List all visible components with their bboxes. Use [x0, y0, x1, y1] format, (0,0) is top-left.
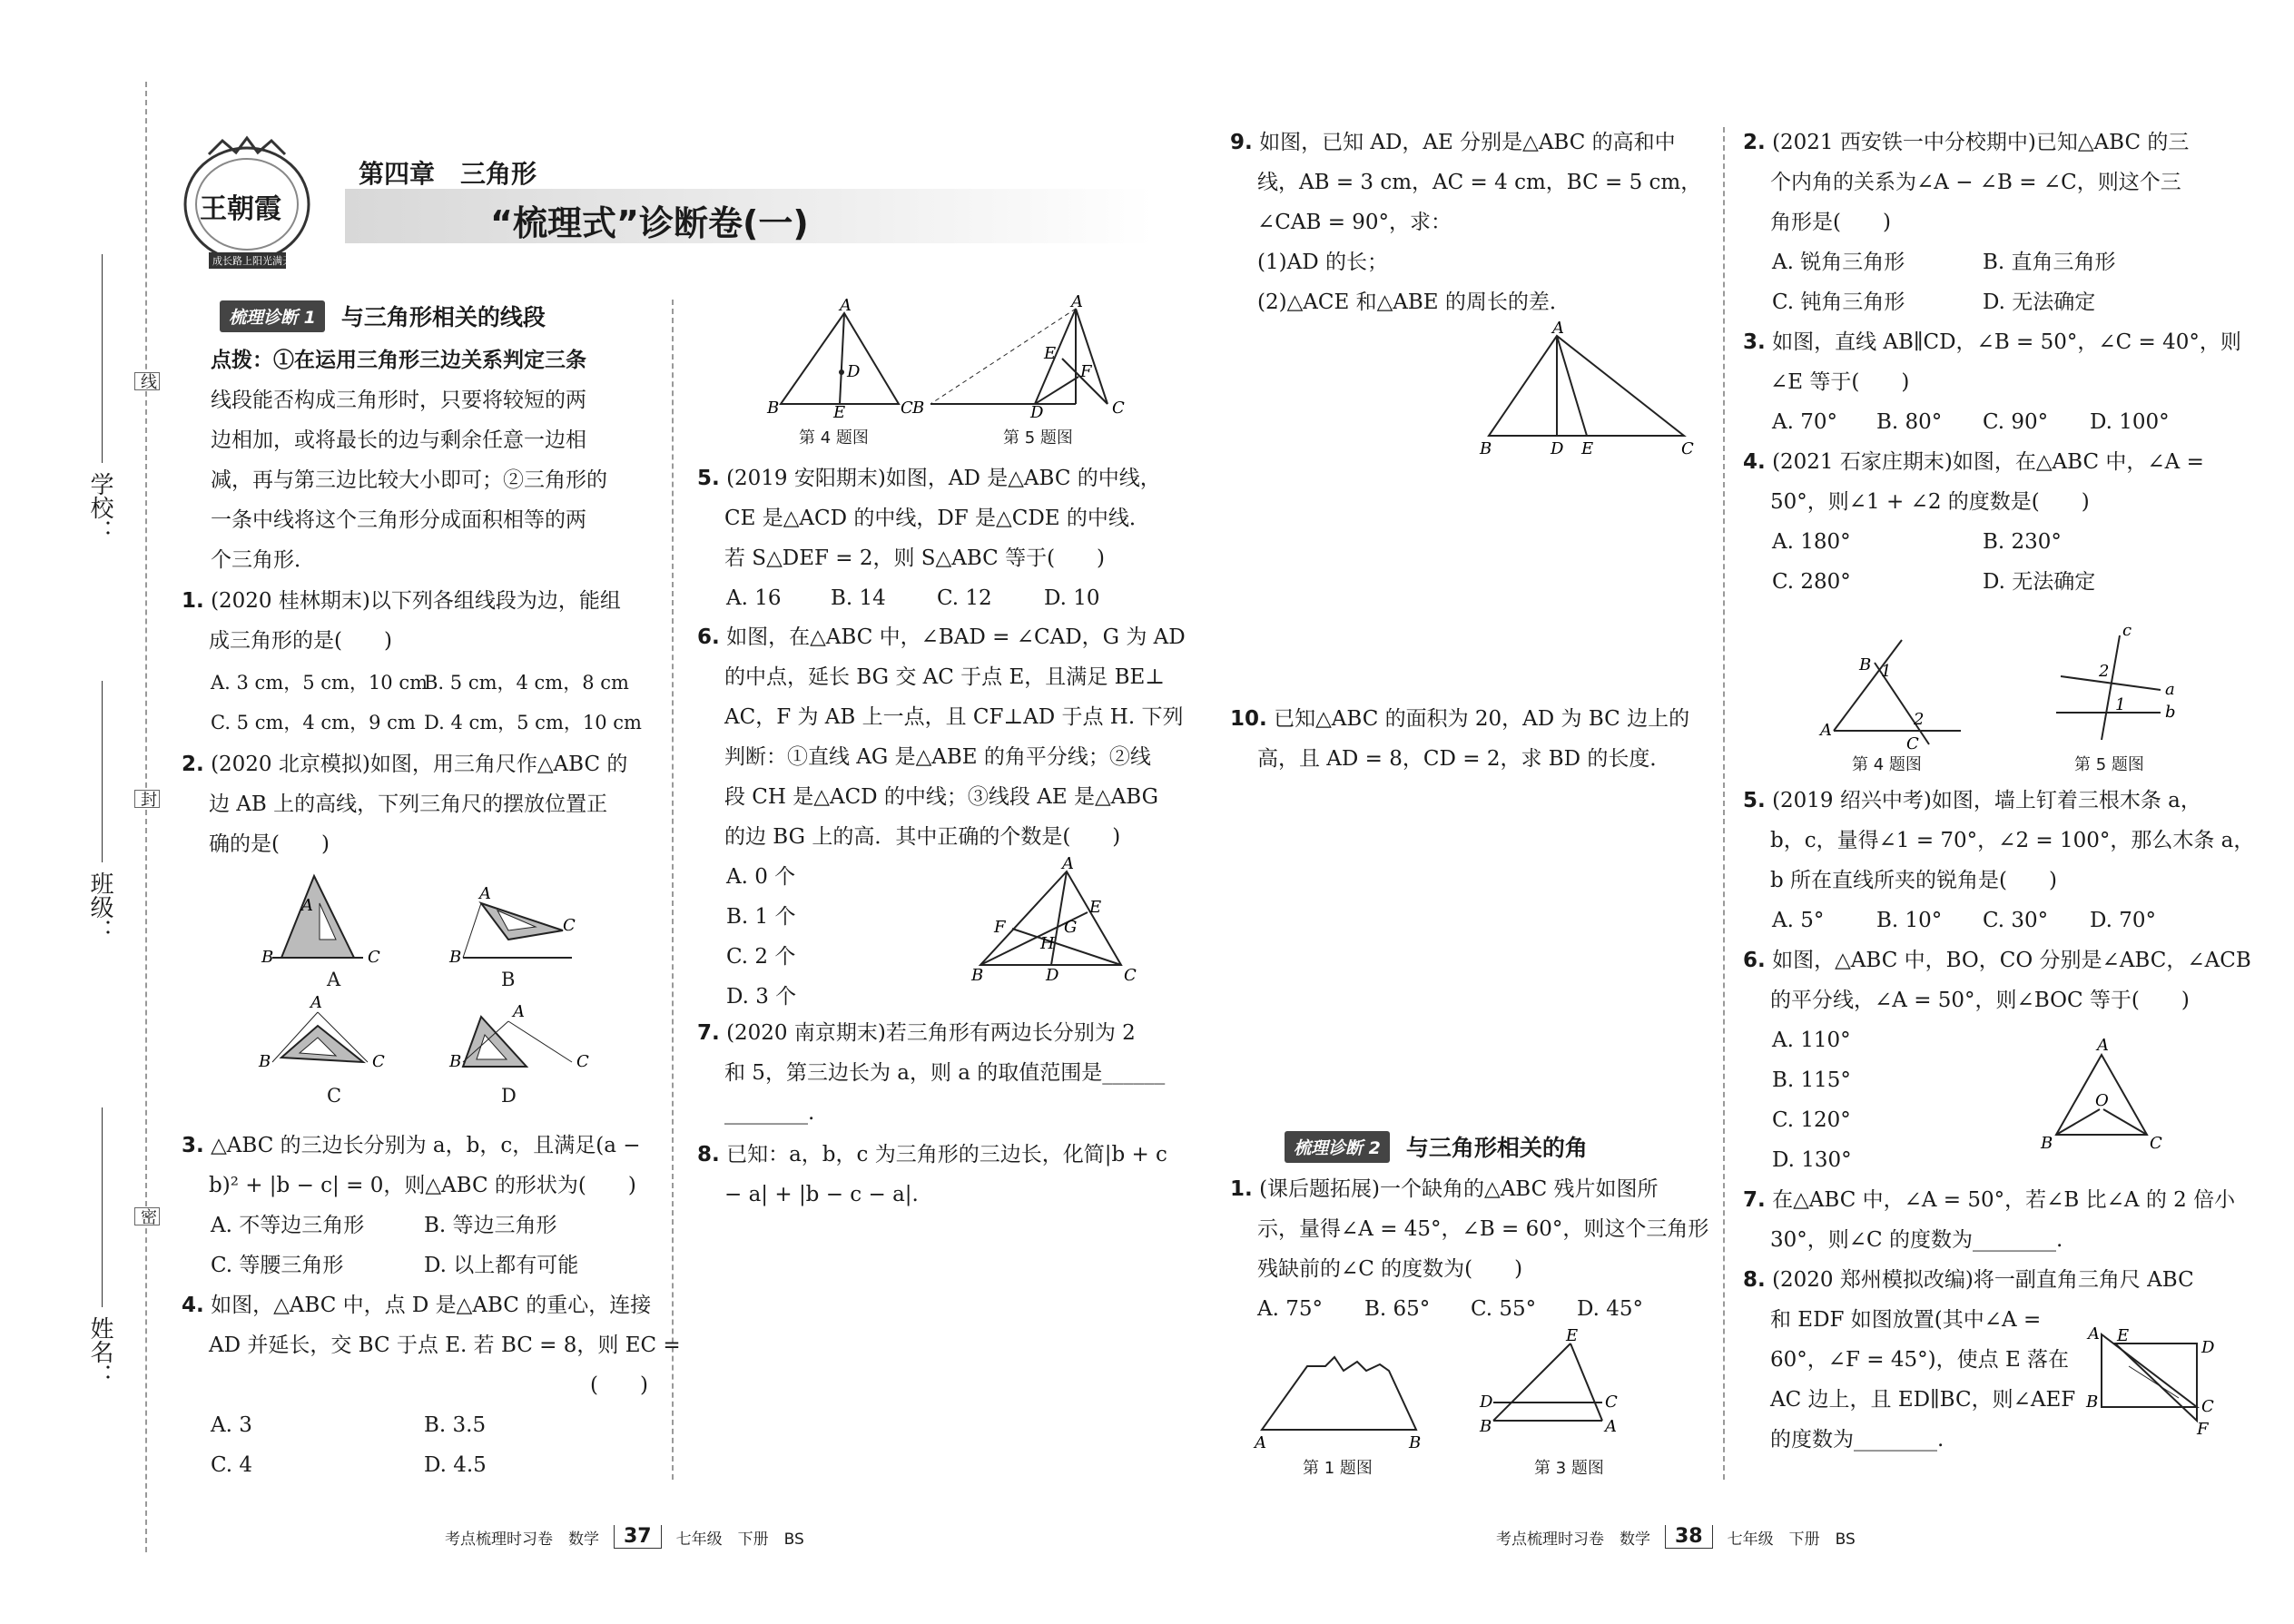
question-text: 确的是( ): [209, 832, 330, 856]
svg-text:c: c: [2122, 621, 2132, 640]
option-c: C. 280°: [1772, 570, 1851, 594]
figure-5-caption: 第 5 题图: [1003, 428, 1073, 448]
svg-text:D: D: [1046, 966, 1059, 985]
svg-text:B: B: [261, 948, 274, 967]
option-c: C. 5 cm，4 cm，9 cm: [211, 712, 416, 733]
svg-text:C: C: [576, 1052, 589, 1071]
question-text: 已知△ABC 的面积为 20，AD 为 BC 边上的: [1274, 707, 1690, 731]
page-number: 38: [1665, 1525, 1713, 1549]
question-number: 2.: [182, 753, 204, 776]
svg-text:B: B: [1480, 439, 1492, 458]
option-d: D. 无法确定: [1983, 290, 2096, 314]
question-number: 5.: [697, 467, 720, 490]
question-text: 已知：a，b，c 为三角形的三边长，化简|b + c: [726, 1143, 1167, 1166]
svg-text:E: E: [1044, 344, 1057, 363]
option-c: C. 4: [211, 1453, 253, 1477]
option-b: B. 230°: [1983, 530, 2062, 554]
figure-a: [261, 876, 380, 967]
name-blank: [102, 1107, 103, 1307]
question-text: (2)△ACE 和△ABE 的周长的差．: [1257, 290, 1570, 314]
svg-text:A: A: [1062, 854, 1074, 873]
section-2-question-8-figure: [2079, 1321, 2215, 1439]
question-text: 角形是( ): [1770, 211, 1891, 234]
svg-text:2: 2: [2099, 662, 2110, 681]
figure-label-b: B: [501, 969, 516, 990]
question-text: 30°，则∠C 的度数为________.: [1770, 1228, 2063, 1252]
question-number: 4.: [182, 1294, 204, 1317]
option-d: D. 45°: [1577, 1297, 1644, 1321]
option-d: D. 3 个: [726, 985, 797, 1009]
section-2-question-7: [1743, 1180, 2236, 1260]
footer-grade: 七年级 下册 BS: [1727, 1530, 1856, 1549]
figure-4-caption: 第 4 题图: [799, 428, 869, 448]
section-2-question-2: [1743, 123, 2215, 242]
option-d: D. 4 cm，5 cm，10 cm: [424, 712, 642, 733]
svg-text:B: B: [1480, 1417, 1492, 1436]
option-c: C. 120°: [1772, 1108, 1851, 1132]
question-text: 和 EDF 如图放置(其中∠A =: [1770, 1308, 2042, 1332]
svg-text:E: E: [2117, 1326, 2130, 1345]
footer-left: [445, 1525, 804, 1549]
option-b: B. 1 个: [726, 905, 796, 929]
svg-text:B: B: [1859, 655, 1872, 674]
option-d: D. 无法确定: [1983, 570, 2096, 594]
option-a: A. 0 个: [726, 865, 796, 889]
svg-text:1: 1: [2115, 695, 2126, 714]
school-blank: [102, 254, 103, 463]
tip-line: 点拨：①在运用三角形三边关系判定三条: [211, 348, 586, 372]
question-number: 7.: [1743, 1188, 1766, 1212]
binding-mark-mi: 密: [134, 1207, 160, 1225]
question-8: [697, 1135, 1169, 1215]
svg-text:1: 1: [1881, 662, 1892, 681]
logo-slogan-1: 成长路上: [212, 255, 252, 267]
figure-b: [448, 884, 576, 967]
svg-text:A: A: [1255, 1433, 1266, 1452]
svg-text:E: E: [1581, 439, 1594, 458]
question-9: [1230, 123, 1702, 322]
figure-c: [258, 993, 385, 1071]
svg-text:B: B: [1409, 1433, 1422, 1452]
question-number: 1.: [182, 589, 204, 613]
option-a: A. 110°: [1772, 1029, 1851, 1052]
question-text: ∠CAB = 90°，求：: [1257, 211, 1452, 234]
question-text: 如图，直线 AB∥CD，∠B = 50°，∠C = 40°，则: [1772, 330, 2241, 354]
svg-text:E: E: [1566, 1326, 1579, 1345]
svg-text:C: C: [901, 399, 913, 418]
question-text: 若 S△DEF = 2，则 S△ABC 等于( ): [724, 546, 1106, 570]
svg-text:E: E: [833, 403, 846, 422]
question-text: AD 并延长，交 BC 于点 E. 若 BC = 8，则 EC =: [209, 1334, 681, 1357]
question-text: 个内角的关系为∠A − ∠B = ∠C，则这个三: [1770, 171, 2181, 194]
section-2-question-6: [1743, 940, 2251, 1020]
option-a: A. 锐角三角形: [1772, 251, 1905, 274]
option-b: B. 80°: [1876, 410, 1943, 434]
answer-paren: ( ): [590, 1373, 648, 1397]
option-c: C. 12: [937, 586, 992, 610]
svg-text:G: G: [1064, 918, 1078, 937]
tip-line: 减，再与第三边比较大小即可；②三角形的: [211, 468, 607, 492]
option-d: D. 70°: [2090, 909, 2157, 932]
svg-text:C: C: [2150, 1134, 2162, 1153]
question-text: (2020 桂林期末)以下列各组线段为边，能组: [211, 589, 621, 613]
svg-text:D: D: [847, 362, 861, 381]
question-number: 8.: [1743, 1268, 1766, 1292]
svg-text:D: D: [2201, 1338, 2215, 1357]
section-2-tag: 梳理诊断 2: [1285, 1131, 1390, 1163]
figure-3-caption: 第 3 题图: [1534, 1459, 1604, 1478]
figure-s2-q4: [1818, 640, 1961, 753]
figure-4-and-5: [763, 292, 1126, 449]
figure-1-caption: 第 1 题图: [1303, 1459, 1373, 1478]
name-label: 姓名：: [86, 1316, 113, 1387]
question-6-options: [726, 857, 908, 1017]
option-a: A. 180°: [1772, 530, 1851, 554]
figure-label-d: D: [501, 1085, 517, 1107]
svg-text:H: H: [1040, 934, 1055, 953]
option-d: D. 4.5: [424, 1453, 487, 1477]
question-number: 9.: [1230, 131, 1253, 154]
svg-text:C: C: [1681, 439, 1694, 458]
option-c: C. 30°: [1983, 909, 2049, 932]
question-text: (2020 南京期末)若三角形有两边长分别为 2: [726, 1021, 1136, 1045]
section-1-title: 与三角形相关的线段: [340, 304, 546, 330]
question-4: [182, 1285, 681, 1405]
question-text: (2021 西安铁一中分校期中)已知△ABC 的三: [1772, 131, 2190, 154]
svg-text:C: C: [1906, 734, 1919, 753]
option-a: A. 70°: [1772, 410, 1837, 434]
section-2-question-6-options: [1772, 1020, 1954, 1180]
question-2-figure: [254, 867, 617, 1121]
chapter-title: 第四章 三角形: [359, 159, 537, 189]
svg-text:B: B: [2086, 1393, 2099, 1412]
option-d: D. 100°: [2090, 410, 2170, 434]
question-number: 2.: [1743, 131, 1766, 154]
option-b: B. 10°: [1876, 909, 1943, 932]
question-7: [697, 1013, 1169, 1133]
figure-s2-q5: [2056, 621, 2176, 740]
option-d: D. 10: [1044, 586, 1100, 610]
question-text: b)² + |b − c| = 0，则△ABC 的形状为( ): [209, 1174, 636, 1197]
figure-q4: [766, 296, 913, 422]
question-text: 如图，已知 AD，AE 分别是△ABC 的高和中: [1259, 131, 1676, 154]
class-blank: [102, 681, 103, 862]
question-text: 的边 BG 上的高．其中正确的个数是( ): [724, 825, 1121, 849]
figure-s2-q1: [1253, 1357, 1421, 1452]
svg-text:C: C: [2201, 1397, 2214, 1416]
svg-text:A: A: [1071, 292, 1083, 311]
question-text: 段 CH 是△ACD 的中线；③线段 AE 是△ABG: [724, 785, 1158, 809]
question-text: (2019 安阳期末)如图，AD 是△ABC 的中线，: [726, 467, 1161, 490]
section-2-title: 与三角形相关的角: [1405, 1135, 1588, 1161]
section-2-question-1: [1230, 1169, 1709, 1289]
footer-book-title: 考点梳理时习卷 数学: [1496, 1530, 1650, 1549]
svg-text:C: C: [563, 916, 576, 935]
figure-q5: [911, 292, 1125, 422]
option-c: C. 钝角三角形: [1772, 290, 1905, 314]
school-label: 学校：: [86, 472, 113, 543]
option-d: D. 130°: [1772, 1148, 1852, 1172]
question-text: ________.: [724, 1101, 815, 1125]
question-text: 判断：①直线 AG 是△ABE 的角平分线；②线: [724, 745, 1151, 769]
question-text: AC，F 为 AB 上一点，且 CF⊥AD 于点 H. 下列: [724, 705, 1184, 729]
svg-text:E: E: [1089, 898, 1102, 917]
svg-text:A: A: [1605, 1417, 1617, 1436]
figure-label-a: A: [327, 969, 341, 990]
option-a: A. 75°: [1257, 1297, 1323, 1321]
question-text: 线，AB = 3 cm，AC = 4 cm，BC = 5 cm，: [1257, 171, 1702, 194]
footer-right: [1496, 1525, 1856, 1549]
svg-text:D: D: [1551, 439, 1564, 458]
page-title: “梳理式”诊断卷(一): [490, 203, 809, 243]
section-2-question-3: [1743, 322, 2241, 402]
question-text: 的度数为________.: [1770, 1428, 1944, 1452]
option-c: C. 90°: [1983, 410, 2049, 434]
logo-slogan-2: 阳光满天: [252, 255, 292, 267]
svg-text:A: A: [840, 296, 852, 315]
question-text: 50°，则∠1 + ∠2 的度数是( ): [1770, 490, 2090, 514]
column-divider-1: [672, 300, 674, 1480]
question-text: (课后题拓展)一个缺角的△ABC 残片如图所: [1259, 1177, 1659, 1201]
question-3: [182, 1126, 654, 1206]
svg-text:A: A: [1820, 721, 1832, 740]
question-text: b，c，量得∠1 = 70°，∠2 = 100°，那么木条 a，: [1770, 829, 2255, 852]
option-b: B. 65°: [1364, 1297, 1431, 1321]
question-text: (2021 石家庄期末)如图，在△ABC 中，∠A =: [1772, 450, 2204, 474]
question-2: [182, 744, 654, 864]
question-text: 如图，△ABC 中，点 D 是△ABC 的重心，连接: [211, 1294, 652, 1317]
figure-d: [448, 1002, 589, 1071]
svg-text:a: a: [2165, 680, 2175, 699]
question-text: 如图，在△ABC 中，∠BAD = ∠CAD，G 为 AD: [726, 625, 1186, 649]
svg-text:F: F: [2197, 1420, 2209, 1439]
svg-text:B: B: [971, 966, 984, 985]
tip-line: 边相加，或将最长的边与剩余任意一边相: [211, 428, 586, 452]
question-5: [697, 458, 1169, 578]
question-text: CE 是△ACD 的中线，DF 是△CDE 的中线．: [724, 507, 1150, 530]
option-a: A. 5°: [1772, 909, 1825, 932]
question-number: 8.: [697, 1143, 720, 1166]
svg-text:B: B: [449, 948, 462, 967]
question-text: AC 边上，且 ED∥BC，则∠AEF: [1770, 1388, 2076, 1412]
option-b: B. 5 cm，4 cm，8 cm: [424, 672, 629, 694]
question-number: 3.: [182, 1134, 204, 1157]
svg-text:b: b: [2165, 703, 2176, 722]
figure-s2-5-caption: 第 5 题图: [2074, 755, 2144, 774]
svg-text:F: F: [994, 918, 1006, 937]
question-1: [182, 581, 654, 661]
svg-text:A: A: [301, 896, 313, 915]
question-text: 高，且 AD = 8，CD = 2，求 BD 的长度．: [1257, 747, 1671, 771]
binding-mark-xian: 线: [134, 372, 160, 390]
section-1-heading: [220, 300, 546, 332]
question-number: 3.: [1743, 330, 1766, 354]
option-b: B. 14: [831, 586, 886, 610]
column-divider-2: [1723, 127, 1725, 1480]
option-a: A. 3: [211, 1413, 252, 1437]
svg-text:C: C: [368, 948, 380, 967]
section-2-figures-1-3: [1253, 1326, 1707, 1484]
question-10: [1230, 699, 1702, 779]
option-c: C. 2 个: [726, 945, 796, 969]
svg-text:C: C: [372, 1052, 385, 1071]
svg-text:A: A: [2088, 1324, 2100, 1343]
option-a: A. 16: [726, 586, 782, 610]
svg-text:A: A: [310, 993, 322, 1012]
question-text: 残缺前的∠C 的度数为( ): [1257, 1257, 1523, 1281]
section-2-question-6-figure: [2033, 1035, 2161, 1162]
svg-text:C: C: [1124, 966, 1137, 985]
question-text: 边 AB 上的高线，下列三角尺的摆放位置正: [209, 792, 608, 816]
question-text: (1)AD 的长；: [1257, 251, 1388, 274]
option-c: C. 55°: [1471, 1297, 1537, 1321]
svg-text:O: O: [2095, 1091, 2109, 1110]
section-1-tag: 梳理诊断 1: [220, 300, 325, 332]
question-number: 1.: [1230, 1177, 1253, 1201]
question-text: 的中点，延长 BG 交 AC 于点 E，且满足 BE⊥: [724, 665, 1165, 689]
class-label: 班级：: [86, 871, 113, 942]
binding-mark-feng: 封: [134, 790, 160, 808]
option-b: B. 直角三角形: [1983, 251, 2116, 274]
option-d: D. 以上都有可能: [424, 1254, 579, 1277]
question-text: 在△ABC 中，∠A = 50°，若∠B 比∠A 的 2 倍小: [1772, 1188, 2236, 1212]
footer-book-title: 考点梳理时习卷 数学: [445, 1530, 599, 1549]
question-text: (2020 北京模拟)如图，用三角尺作△ABC 的: [211, 753, 628, 776]
option-b: B. 等边三角形: [424, 1214, 557, 1237]
binding-dashed-line: [145, 82, 147, 1552]
svg-text:F: F: [1080, 362, 1092, 381]
question-text: 成三角形的是( ): [209, 629, 392, 653]
svg-text:B: B: [2041, 1134, 2053, 1153]
svg-text:A: A: [2097, 1036, 2109, 1055]
svg-text:2: 2: [1914, 710, 1925, 729]
logo: [172, 136, 322, 272]
question-text: 60°，∠F = 45°)，使点 E 落在: [1770, 1348, 2070, 1372]
footer-grade: 七年级 下册 BS: [675, 1530, 804, 1549]
svg-text:D: D: [1480, 1393, 1493, 1412]
tip-line: 线段能否构成三角形时，只要将较短的两: [211, 389, 586, 412]
option-a: A. 不等边三角形: [211, 1214, 365, 1237]
section-2-question-4: [1743, 442, 2215, 522]
question-text: (2019 绍兴中考)如图，墙上钉着三根木条 a，: [1772, 789, 2201, 812]
question-6: [697, 617, 1186, 857]
question-text: 的平分线，∠A = 50°，则∠BOC 等于( ): [1770, 989, 2190, 1012]
question-text: 示，量得∠A = 45°，∠B = 60°，则这个三角形: [1257, 1217, 1709, 1241]
option-b: B. 3.5: [424, 1413, 487, 1437]
question-text: b 所在直线所夹的锐角是( ): [1770, 869, 2057, 892]
svg-text:A: A: [1552, 319, 1564, 338]
option-b: B. 115°: [1772, 1068, 1851, 1092]
option-a: A. 3 cm，5 cm，10 cm: [211, 672, 428, 694]
question-text: 如图，△ABC 中，BO，CO 分别是∠ABC，∠ACB: [1772, 949, 2251, 972]
question-text: − a| + |b − c − a|.: [724, 1183, 919, 1206]
svg-text:C: C: [1605, 1393, 1618, 1412]
question-text: ∠E 等于( ): [1770, 370, 1910, 394]
logo-name: 王朝霞: [200, 193, 281, 225]
question-number: 10.: [1230, 707, 1267, 731]
figure-label-c: C: [327, 1085, 342, 1107]
question-text: (2020 郑州模拟改编)将一副直角三角尺 ABC: [1772, 1268, 2194, 1292]
question-text: 和 5，第三边长为 a，则 a 的取值范围是______: [724, 1061, 1166, 1085]
question-text: △ABC 的三边长分别为 a，b，c，且满足(a −: [211, 1134, 641, 1157]
page-number: 37: [614, 1525, 662, 1549]
svg-text:B: B: [767, 399, 780, 418]
svg-text:D: D: [1030, 403, 1044, 422]
section-2-heading: [1285, 1130, 1588, 1163]
figure-s2-q3: [1479, 1326, 1618, 1436]
figure-s2-4-caption: 第 4 题图: [1852, 755, 1922, 774]
tip-line: 一条中线将这个三角形分成面积相等的两: [211, 508, 586, 532]
tip-line: 个三角形．: [211, 548, 315, 572]
svg-text:A: A: [479, 884, 491, 903]
svg-text:B: B: [912, 399, 925, 418]
question-number: 6.: [1743, 949, 1766, 972]
question-number: 5.: [1743, 789, 1766, 812]
question-number: 4.: [1743, 450, 1766, 474]
option-c: C. 等腰三角形: [211, 1254, 344, 1277]
question-number: 7.: [697, 1021, 720, 1045]
svg-text:B: B: [449, 1052, 462, 1071]
svg-text:C: C: [1112, 399, 1125, 418]
tip-block: [211, 340, 651, 580]
svg-text:A: A: [513, 1002, 525, 1021]
question-9-figure: [1471, 319, 1698, 468]
question-number: 6.: [697, 625, 720, 649]
svg-text:B: B: [259, 1052, 271, 1071]
question-6-figure: [962, 854, 1144, 989]
section-2-question-5: [1743, 781, 2255, 901]
